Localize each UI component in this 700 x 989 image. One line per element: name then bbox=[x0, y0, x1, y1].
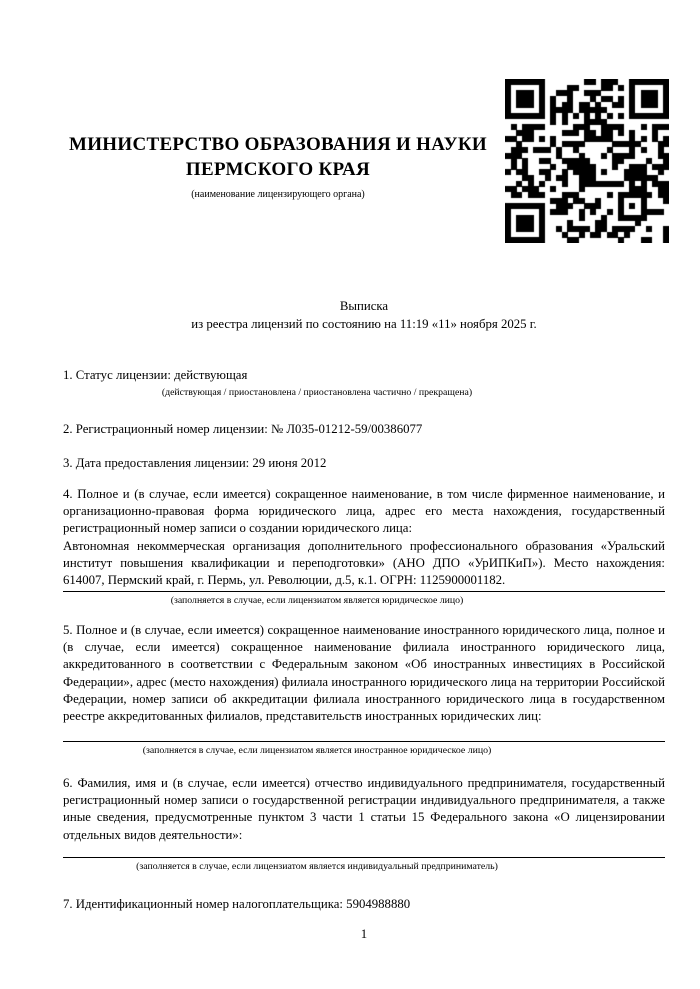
individual-entrepreneur-caption: (заполняется в случае, если лицензиатом является индивидуальный предприниматель) bbox=[136, 860, 498, 872]
document-title bbox=[63, 298, 665, 333]
item-registration-number bbox=[63, 421, 665, 438]
taxpayer-id-text: 7. Идентификационный номер налогоплательщика: 5904988880 bbox=[63, 897, 411, 911]
license-status-text: 1. Статус лицензии: действующая bbox=[63, 368, 248, 382]
ministry-name-line2: ПЕРМСКОГО КРАЯ bbox=[185, 159, 371, 180]
ministry-name-caption: (наименование лицензирующего органа) bbox=[191, 189, 365, 200]
document-title-line2: из реестра лицензий по состоянию на 11:19 «11» ноября 2025 г. bbox=[191, 316, 537, 331]
fill-in-line bbox=[63, 591, 665, 592]
license-status-caption: (действующая / приостановлена / приостановлена частично / прекращена) bbox=[161, 387, 473, 399]
foreign-entity-label: 5. Полное и (в случае, если имеется) сокращенное наименование иностранного юридического лица, полное и (в случае, если имеется) сокращенное наименование филиала иностранного юридического лица, аккредитованного в соответствии с Федеральным законом «Об иностранных инвестициях в Российской Федерации», адрес (место нахождения) филиала иностранного юридического лица на территории Российской Федерации, номер записи об аккредитации филиала иностранного юридического лица в государственном реестре аккредитованных филиалов, представительств иностранных юридических лиц: bbox=[63, 623, 665, 724]
legal-entity-label: 4. Полное и (в случае, если имеется) сокращенное наименование, в том числе фирменное наименование, и организационно-правовая форма юридического лица, адрес его места нахождения, государственный регистрационный номер записи о создании юридического лица: bbox=[63, 487, 665, 536]
individual-entrepreneur-label: 6. Фамилия, имя и (в случае, если имеется) отчество индивидуального предпринимателя, государственный регистрационный номер записи о государственной регистрации индивидуального предпринимателя, а также иные сведения, предусмотренные пунктом 3 части 1 статьи 15 Федерального закона «О лицензировании отдельных видов деятельности»: bbox=[63, 776, 665, 842]
document-title-line1: Выписка bbox=[339, 299, 389, 313]
foreign-entity-caption: (заполняется в случае, если лицензиатом является иностранное юридическое лицо) bbox=[142, 745, 492, 757]
item-legal-entity bbox=[63, 486, 665, 607]
license-date-text: 3. Дата предоставления лицензии: 29 июня 2012 bbox=[63, 456, 327, 470]
qr-code bbox=[505, 79, 669, 243]
legal-entity-caption: (заполняется в случае, если лицензиатом является юридическое лицо) bbox=[170, 595, 464, 607]
item-individual-entrepreneur bbox=[63, 775, 665, 873]
item-foreign-entity bbox=[63, 622, 665, 757]
ministry-name-line1: МИНИСТЕРСТВО ОБРАЗОВАНИЯ И НАУКИ bbox=[68, 134, 488, 155]
registration-number-text: 2. Регистрационный номер лицензии: № Л035-01212-59/00386077 bbox=[63, 422, 423, 436]
fill-in-line bbox=[63, 857, 665, 858]
item-license-date bbox=[63, 455, 665, 472]
licensing-authority-header bbox=[48, 132, 508, 201]
legal-entity-value: Автономная некоммерческая организация дополнительного профессионального образования «Уральский институт повышения квалификации и переподготовки» (АНО ДПО «УрИПКиП»). Место нахождения: 614007, Пермский край, г. Пермь, ул. Революции, д.5, к.1. ОГРН: 1125900001182. bbox=[63, 538, 665, 588]
fill-in-line bbox=[63, 741, 665, 742]
page-number: 1 bbox=[360, 927, 368, 941]
item-license-status bbox=[63, 367, 665, 399]
item-taxpayer-id bbox=[63, 896, 665, 913]
